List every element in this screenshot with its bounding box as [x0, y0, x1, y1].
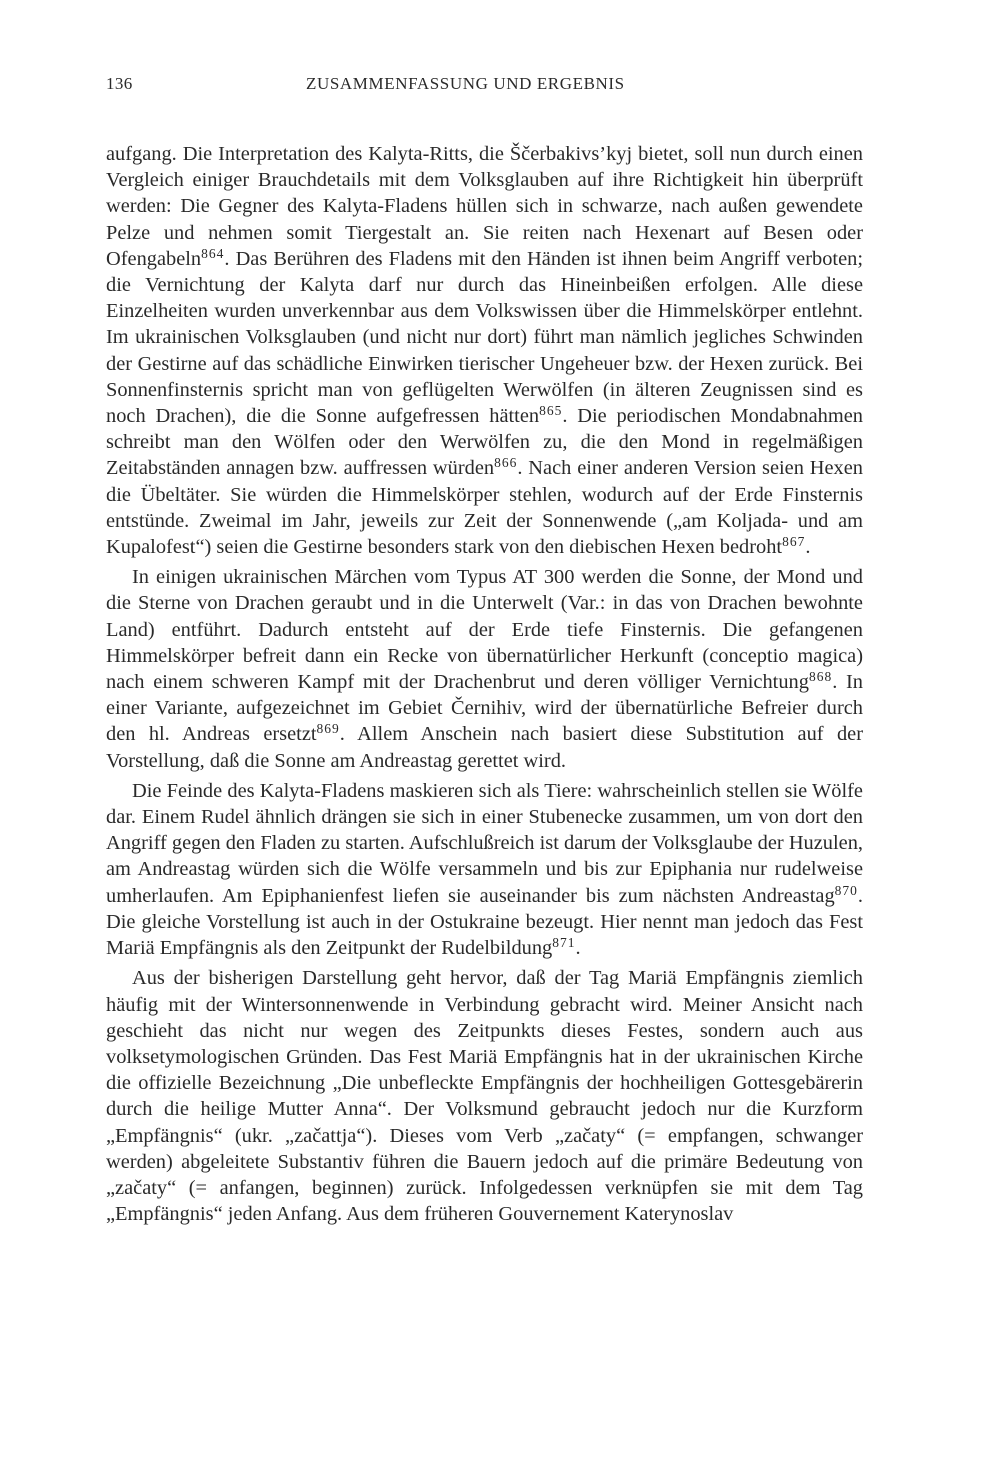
text-run: . Allem Anschein nach basiert diese Substitution auf der Vorstellung, daß die Sonne am Andreastag gerettet wird.	[106, 723, 863, 772]
text-run: Aus der bisherigen Darstellung geht hervor, daß der Tag Mariä Empfängnis ziemlich häufig mit der Wintersonnenwende in Verbindung gebracht wird. Meiner Ansicht nach geschieht das nicht nur wegen des Zeitpunkts dieses Festes, sondern auch aus volksetymologischen Gründen. Das Fest Mariä Empfängnis hat in der ukrainischen Kirche die offizielle Bezeichnung „Die unbefleckte Empfängnis der hochheiligen Gottesgebärerin durch die heilige Mutter Anna“. Der Volksmund gebraucht jedoch nur die Kurzform „Empfängnis“ (ukr. „začattja“). Dieses vom Verb „začaty“ (= empfangen, schwanger werden) abgeleitete Substantiv führen die Bauern jedoch auf die primäre Bedeutung von „začaty“ (= anfangen, beginnen) zurück. Infolgedessen verknüpfen sie mit dem Tag „Empfängnis“ jeden Anfang. Aus dem früheren Gouvernement Katerynoslav	[106, 967, 863, 1226]
text-run: . Nach einer anderen Version seien Hexen die Übeltäter. Sie würden die Himmelskörper stehlen, wodurch auf der Erde Finsternis entstünde. Zweimal im Jahr, jeweils zur Zeit der Sonnenwende („am Koljada- und am Kupalofest“) seien die Gestirne besonders stark von den diebischen Hexen bedroht	[106, 457, 863, 559]
text-run: . Die gleiche Vorstellung ist auch in der Ostukraine bezeugt. Hier nennt man jedoch das Fest Mariä Empfängnis als den Zeitpunkt der Rudelbildung	[106, 884, 863, 960]
paragraph	[106, 778, 863, 961]
text-run: .	[575, 937, 581, 960]
paragraph	[106, 965, 863, 1227]
text-run: Die Feinde des Kalyta-Fladens maskieren sich als Tiere: wahrscheinlich stellen sie Wölfe dar. Einem Rudel ähnlich drängen sie sich in einer Stubenecke zusammen, um von dort den Angriff gegen den Fladen zu starten. Aufschlußreich ist darum der Volksglaube der Huzulen, am Andreastag würden sich die Wölfe versammeln und bis zur Epiphania nur rudelweise umherlaufen. Am Epiphanienfest liefen sie auseinander bis zum nächsten Andreastag	[106, 779, 863, 907]
text-run: aufgang. Die Interpretation des Kalyta-Ritts, die Ščerbakivs’kyj bietet, soll nun durch einen Vergleich einiger Brauchdetails mit dem Volksglauben auf ihre Richtigkeit hin überprüft werden: Die Gegner des Kalyta-Fladens hüllen sich in schwarze, nach außen gewendete Pelze und nehmen somit Tiergestalt an. Sie reiten nach Hexenart auf Besen oder Ofengabeln	[106, 143, 863, 270]
footnote-reference: 868	[808, 669, 833, 685]
footnote-reference: 871	[552, 935, 576, 951]
page-number: 136	[106, 74, 133, 93]
footnote-reference: 866	[494, 455, 518, 471]
footnote-reference: 869	[316, 721, 340, 737]
text-run: In einigen ukrainischen Märchen vom Typus AT 300 werden die Sonne, der Mond und die Sterne von Drachen geraubt und in die Unterwelt (Var.: in das von Drachen bewohnte Land) entführt. Dadurch entsteht auf der Erde tiefe Finsternis. Die gefangenen Himmelskörper befreit dann ein Recke von übernatürlicher Herkunft (conceptio magica) nach einem schweren Kampf mit der Drachenbrut und deren völliger Vernichtung	[106, 566, 863, 694]
paragraph	[106, 564, 863, 774]
paragraph	[106, 141, 863, 560]
body-text	[106, 141, 863, 1231]
footnote-reference: 865	[539, 403, 563, 419]
page-header	[106, 74, 858, 104]
text-run: . Das Berühren des Fladens mit den Händen ist ihnen beim Angriff verboten; die Vernichtung der Kalyta darf nur durch das Hineinbeißen erfolgen. Alle diese Einzelheiten wurden unverkennbar aus dem Volkswissen über die Himmelskörper entlehnt. Im ukrainischen Volksglauben (und nicht nur dort) führt man nämlich jegliches Schwinden der Gestirne auf das schädliche Einwirken tierischer Ungeheuer bzw. der Hexen zurück. Bei Sonnenfinsternis spricht man von geflügelten Werwölfen (in älteren Zeugnissen sind es noch Drachen), die die Sonne aufgefressen hätten	[106, 247, 863, 428]
footnote-reference: 867	[782, 534, 806, 550]
text-run: . In einer Variante, aufgezeichnet im Gebiet Černihiv, wird der übernatürliche Befreier durch den hl. Andreas ersetzt	[106, 671, 863, 746]
footnote-reference: 864	[201, 245, 225, 261]
text-run: .	[805, 536, 811, 559]
running-head: ZUSAMMENFASSUNG UND ERGEBNIS	[306, 74, 625, 93]
text-run: . Die periodischen Mondabnahmen schreibt man den Wölfen oder den Werwölfen zu, die den Mond in regelmäßigen Zeitabständen annagen bzw. auffressen würden	[106, 405, 863, 480]
footnote-reference: 870	[834, 882, 858, 898]
